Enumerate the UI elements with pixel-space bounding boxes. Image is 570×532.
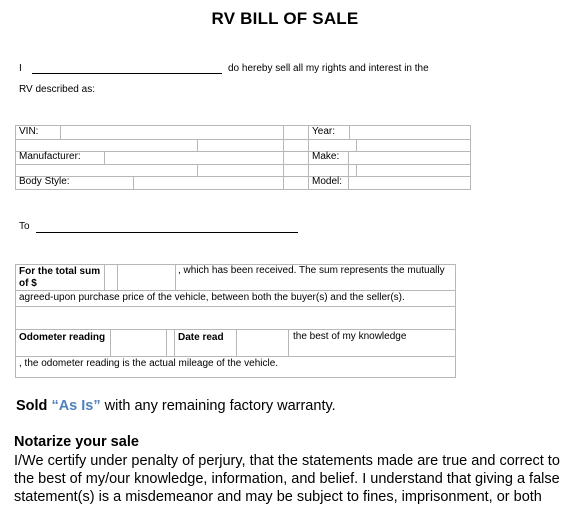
make-field[interactable]: [349, 151, 468, 163]
document-title: RV BILL OF SALE: [211, 9, 359, 28]
year-field[interactable]: [350, 126, 468, 138]
body-style-label: Body Style:: [19, 176, 70, 187]
notarize-heading: Notarize your sale: [14, 434, 139, 450]
rv-described-label: RV described as:: [19, 84, 95, 95]
actual-mileage-text: , the odometer reading is the actual mileage of the vehicle.: [19, 358, 279, 369]
date-read-field[interactable]: [237, 331, 287, 355]
year-label: Year:: [312, 126, 335, 137]
model-field[interactable]: [349, 176, 468, 188]
buyer-name-field[interactable]: [36, 232, 298, 233]
sold-as-is-statement: [16, 398, 336, 414]
vin-label: VIN:: [19, 126, 39, 137]
as-is-emphasis: “As Is”: [51, 398, 101, 414]
model-label: Model:: [312, 176, 343, 187]
seller-name-field[interactable]: [32, 73, 222, 74]
vin-field[interactable]: [61, 126, 281, 138]
to-label: To: [19, 221, 30, 232]
payment-odometer-table: [15, 264, 456, 378]
manufacturer-label: Manufacturer:: [19, 151, 81, 162]
seller-prefix: I: [19, 63, 22, 74]
agreed-price-text: agreed-upon purchase price of the vehicle, between both the buyer(s) and the seller(s).: [19, 292, 405, 303]
knowledge-text: the best of my knowledge: [293, 331, 407, 342]
odometer-label: Odometer reading: [19, 332, 106, 343]
date-read-label: Date read: [178, 332, 224, 343]
vehicle-details-table: [15, 125, 471, 190]
notarize-certification-text: I/We certify under penalty of perjury, that the statements made are true and correct to the best of my/our knowledge, information, and belief. I understand that giving a false statement(s) is a misdemeanor and may be subject to fines, imprisonment, or both: [14, 453, 560, 505]
seller-statement: do hereby sell all my rights and interest in the: [228, 63, 429, 74]
total-sum-label: For the total sum of $: [19, 266, 101, 289]
received-text: , which has been received. The sum represents the mutually: [178, 265, 445, 276]
warranty-text: with any remaining factory warranty.: [100, 398, 336, 414]
sold-word: Sold: [16, 398, 52, 414]
odometer-field[interactable]: [111, 331, 165, 355]
make-label: Make:: [312, 151, 340, 162]
manufacturer-field[interactable]: [105, 151, 281, 163]
total-sum-field[interactable]: [118, 266, 174, 288]
body-style-field[interactable]: [134, 176, 282, 188]
